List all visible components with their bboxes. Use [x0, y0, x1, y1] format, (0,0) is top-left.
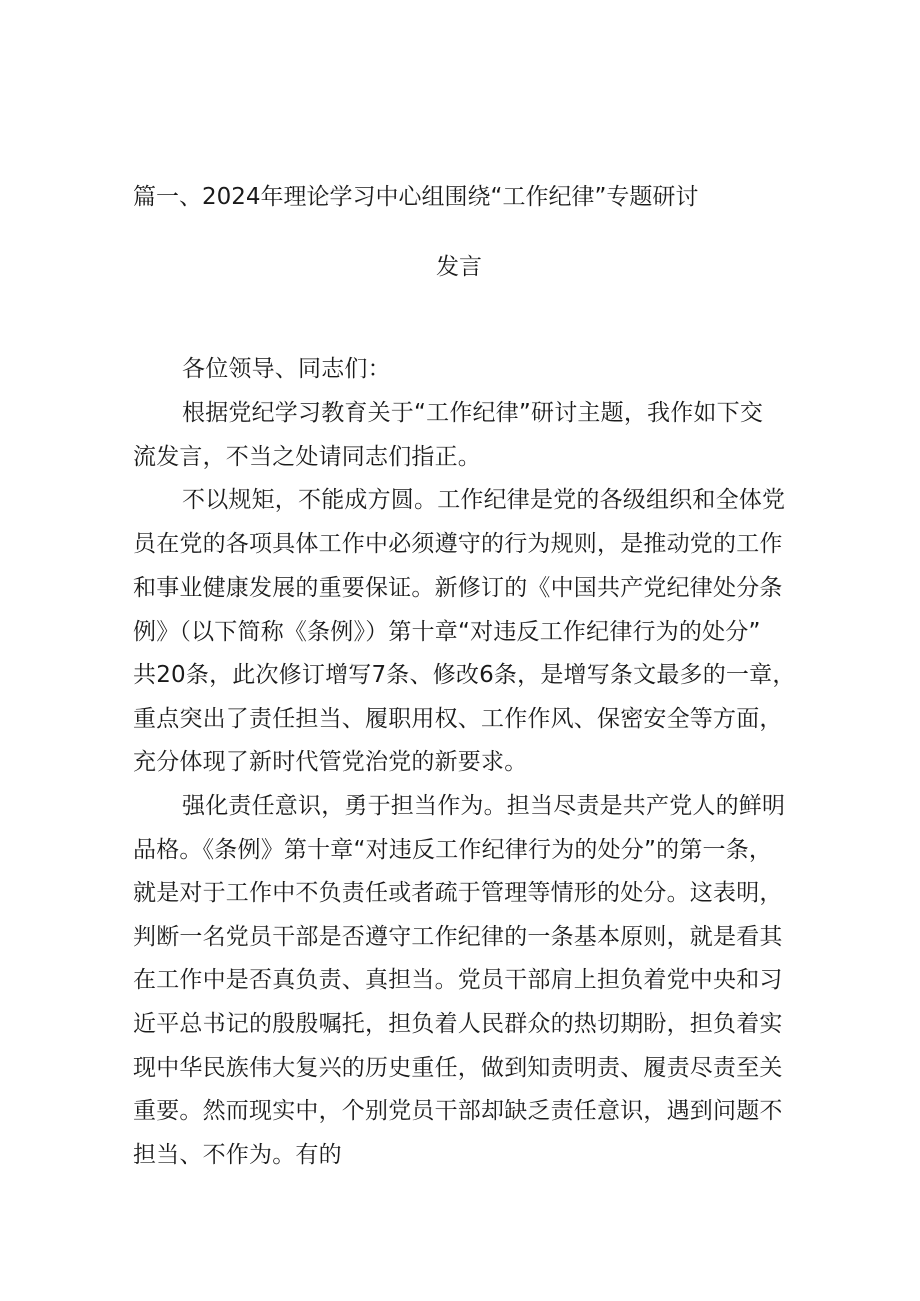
- paragraph-line: 现中华民族伟大复兴的历史重任，做到知责明责、履责尽责至关: [133, 1055, 783, 1081]
- paragraph-line: 强化责任意识，勇于担当作为。担当尽责是共产党人的鲜明: [182, 793, 786, 819]
- paragraph-line: 就是对于工作中不负责任或者疏于管理等情形的处分。这表明，: [133, 880, 783, 906]
- document-title-line-2: 发言: [436, 254, 482, 280]
- paragraph-line: 担当、不作为。有的: [133, 1142, 342, 1168]
- paragraph-line: 员在党的各项具体工作中必须遵守的行为规则，是推动党的工作: [133, 531, 783, 557]
- paragraph-line: 共20条，此次修订增写7条、修改6条，是增写条文最多的一章，: [133, 662, 796, 688]
- paragraph-line: 在工作中是否真负责、真担当。党员干部肩上担负着党中央和习: [133, 967, 783, 993]
- paragraph-line: 重要。然而现实中，个别党员干部却缺乏责任意识，遇到问题不: [133, 1098, 783, 1124]
- paragraph-line: 和事业健康发展的重要保证。新修订的《中国共产党纪律处分条: [133, 575, 783, 601]
- paragraph-line: 近平总书记的殷殷嘱托，担负着人民群众的热切期盼，担负着实: [133, 1011, 783, 1037]
- paragraph-line: 例》（以下简称《条例》）第十章“对违反工作纪律行为的处分”: [133, 619, 761, 645]
- paragraph-line: 流发言，不当之处请同志们指正。: [133, 444, 481, 470]
- paragraph-line: 不以规矩，不能成方圆。工作纪律是党的各级组织和全体党: [182, 487, 786, 513]
- paragraph-line: 充分体现了新时代管党治党的新要求。: [133, 749, 528, 775]
- salutation: 各位领导、同志们：: [182, 356, 391, 382]
- document-title-line-1: 篇一、2024年理论学习中心组围绕“工作纪律”专题研讨: [133, 184, 699, 210]
- paragraph-line: 根据党纪学习教育关于“工作纪律”研讨主题，我作如下交: [182, 400, 764, 426]
- paragraph-line: 品格。《条例》第十章“对违反工作纪律行为的处分”的第一条，: [133, 837, 773, 863]
- paragraph-line: 重点突出了责任担当、履职用权、工作作风、保密安全等方面，: [133, 706, 783, 732]
- paragraph-line: 判断一名党员干部是否遵守工作纪律的一条基本原则，就是看其: [133, 924, 783, 950]
